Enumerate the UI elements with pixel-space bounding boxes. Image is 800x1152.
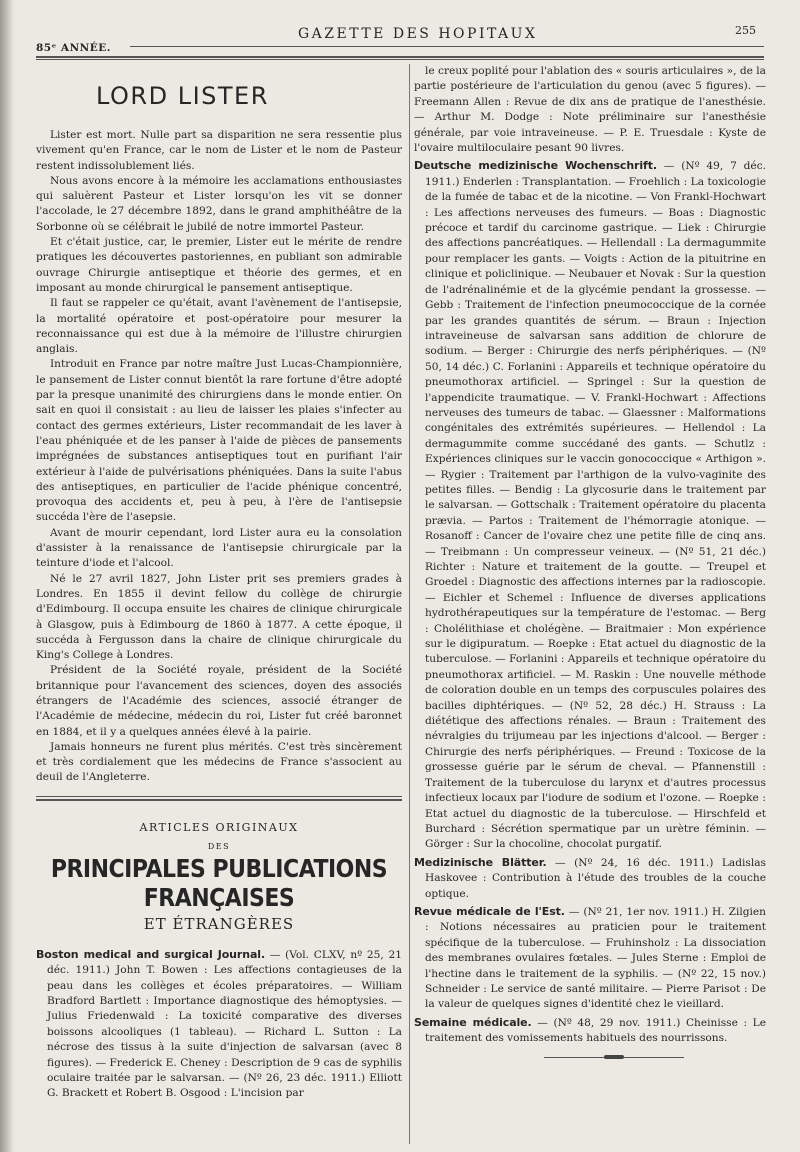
journal-masthead: GAZETTE DES HOPITAUX — [298, 26, 538, 42]
section-separator — [36, 796, 402, 801]
section-des: DES — [207, 841, 231, 851]
entry-text: — (Nº 49, 7 déc. 1911.) Enderlen : Transplantation. — Froehlich : La toxicologie de la fumée de tabac et de la nicotine. — Von Frankl-Hochwart : Les affections nerveuses des fumeurs. — Boas : Diagnostic précoce et tardif du carcinome gastrique. — Liek : Chirurgie des affections pancréatiques. — Hellendall : La dermagummite pour remplacer les gants. — Voigts : Action de la pituitrine en clinique et policlinique. — Neubauer et Novak : Sur la question de l'adrénalinémie et de la glycémie pendant la grossesse. — Gebb : Traitement de l'infection pneumococcique de la cornée par les grandes quantités de sérum. — Braun : Injection intraveineuse de salvarsan sans addition de chlorure de sodium. — Berger : Chirurgie des nerfs périphériques. — (Nº 50, 14 déc.) C. Forlanini : Appareils et technique opératoire du pneumothorax artificiel. — Springel : Sur la question de l'appendicite traumatique. — V. Frankl-Hochwart : Affections nerveuses des tumeurs de tabac. — Glaessner : Malformations congénitales des extrémités supérieures. — Hellendol : La dermagummite comme succédané des gants. — Schutlz : Expériences cliniques sur le vaccin gonococcique « Arthigon ». — Rygier : Traitement par l'arthigon de la vulvo-vaginite des petites filles. — Bendig : La glycosurie dans le traitement par le salvarsan. — Gottschalk : Traitement opératoire du placenta prævia. — Partos : Traitement de l'hémorragie atonique. — Rosanoff : Cancer de l'ovaire chez une petite fille de cinq ans. — Treibmann : Un compresseur veineux. — (Nº 51, 21 déc.) Richter : Nature et traitement de la goutte. — Treupel et Groedel : Diagnostic des affections internes par la radioscopie. — Eichler et Schemel : Influence de diverses applications hydrothérapeutiques sur la température de l'estomac. — Berg : Cholélithiase et cholégène. — Braitmaier : Mon expérience sur le digipuratum. — Roepke : Etat actuel du diagnostic de la tuberculose. — Forlanini : Appareils et technique opératoire du pneumothorax artificiel. — M. Raskin : Une nouvelle méthode de coloration double en un temps des corpuscules polaires des bacilles diphtériques. — (Nº 52, 28 déc.) H. Strauss : La diététique des affections rénales. — Braun : Traitement des névralgies du trijumeau par les injections d'alcool. — Berger : Chirurgie des nerfs périphériques. — Freund : Toxicose de la grossesse guérie par le sérum de cheval. — Pfannenstill : Traitement de la tuberculose du larynx et d'autres processus infectieux locaux par l'iodure de sodium et l'ozone. — Roepke : Etat actuel du diagnostic de la tuberculose. — Hirschfeld et Burchard : Sécrétion spermatique par un urètre féminin. — Görger : Sur la chocoline, chocolat purgatif. — [425, 160, 766, 851]
article-paragraph: Président de la Société royale, président de la Société britannique pour l'avancement des sciences, doyen des associés étrangers de l'Académie des sciences, associé étranger de l'Académie de médecine, médecin du roi, Lister fut créé baronnet en 1884, et il y a quelques années élevé à la pairie. — [36, 664, 402, 738]
entry-text: — (Nº 48, 29 nov. 1911.) Cheinisse : Le traitement des vomissements habituels des nourrissons. — [425, 1016, 766, 1045]
section-heading: PRINCIPALES PUBLICATIONS FRANÇAISES — [50, 855, 388, 913]
journal-name: Semaine médicale. — [414, 1015, 532, 1029]
bibliography-continuation: le creux poplité pour l'ablation des « souris articulaires », de la partie postérieure de l'articulation du genou (avec 5 figures). — Freemann Allen : Revue de dix ans de pratique de l'anesthésie. — Arthur M. Dodge : Note préliminaire sur l'anesthésie générale, par voie intraveineuse. — P. E. Truesdale : Kyste de l'ovaire multiloculaire pesant 90 livres. — [414, 65, 766, 155]
page-number: 255 — [735, 24, 756, 37]
journal-name: Boston medical and surgical Journal. — [36, 947, 266, 961]
section-subheading: ET ÉTRANGÈRES — [143, 914, 295, 933]
bibliography-entry — [36, 947, 402, 1102]
top-double-rule — [36, 56, 764, 58]
article-paragraph: Et c'était justice, car, le premier, Lister eut le mérite de rendre pratiques les découvertes pastoriennes, en publiant son admirable ouvrage Chirurgie antiseptique et théorie des germes, et en imposant au monde chirurgical le pansement antiseptique. — [36, 236, 402, 294]
column-divider — [409, 64, 410, 1144]
article-paragraph: Né le 27 avril 1827, John Lister prit ses premiers grades à Londres. En 1855 il devint fellow du collège de chirurgie d'Edimbourg. Il occupa ensuite les chaires de clinique chirurgicale à Glasgow, puis à Edimbourg de 1860 à 1877. A cette époque, il succéda à Fergusson dans la chaire de clinique chirurgicale du King's College à Londres. — [36, 572, 402, 662]
end-ornament — [544, 1055, 684, 1059]
article-paragraph: Introduit en France par notre maître Just Lucas-Championnière, le pansement de Lister connut bientôt la rare fortune d'être adopté par la presque unanimité des chirurgiens dans le monde entier. On sait en quoi il consistait : au lieu de laisser les plaies s'infecter au contact des germes extérieurs, Lister recommandait de les laver à l'eau phéniquée et de les panser à l'aide de pièces de pansements imprégnées de substances antiseptiques tout en purifiant l'air extérieur à l'aide de pulvérisations phéniquées. Dans la suite l'abus des antiseptiques, en particulier de l'acide phénique concentré, provoqua des accidents et, peu à peu, à l'ère de l'antisepsie succéda l'ère de l'asepsie. — [36, 358, 402, 524]
journal-name: Deutsche medizinische Wochenschrift. — [414, 159, 657, 173]
right-column — [414, 64, 766, 1059]
bibliography-entry — [414, 855, 766, 902]
bibliography-entry — [414, 1015, 766, 1047]
article-paragraph: Il faut se rappeler ce qu'était, avant l'avènement de l'antisepsie, la mortalité opératoire et post-opératoire pour mesurer la reconnaissance qui est due à la mémoire de l'illustre chirurgien anglais. — [36, 297, 402, 356]
section-label: ARTICLES ORIGINAUX — [139, 820, 299, 834]
article-paragraph: Nous avons encore à la mémoire les acclamations enthousiastes qui saluèrent Pasteur et Lister lorsqu'on les vit se donner l'accolade, le 27 décembre 1892, dans le grand amphithéâtre de la Sorbonne où se célébrait le jubilé de notre immortel Pasteur. — [36, 174, 402, 233]
entry-text: — (Vol. CLXV, nº 25, 21 déc. 1911.) John T. Bowen : Les affections contagieuses de la peau dans les collèges et écoles préparatoires. — William Bradford Bartlett : Importance diagnostique des hémoptysies. — Julius Friedenwald : La toxicité comparative des diverses boissons alcooliques (1 tableau). — Richard L. Sutton : La nécrose des tissus à la suite d'injection de salvarsan (avec 8 figures). — Frederick E. Cheney : Description de 9 cas de syphilis oculaire traitée par le salvarsan. — (Nº 26, 23 déc. 1911.) Elliott G. Brackett et Robert B. Osgood : L'incision par — [47, 948, 402, 1100]
header-rule — [130, 46, 764, 47]
entry-text: — (Nº 21, 1er nov. 1911.) H. Zilgien : Notions nécessaires au praticien pour le traitement spécifique de la tuberculose. — Fruhinsholz : La dissociation des membranes ovulaires fœtales. — Jules Sterne : Emploi de l'hectine dans le traitement de la syphilis. — (Nº 22, 15 nov.) Schneider : Le service de santé militaire. — Pierre Parisot : De la valeur de quelques signes d'identité chez le vieillard. — [425, 905, 766, 1011]
journal-name: Medizinische Blätter. — [414, 855, 547, 869]
top-double-rule-thin — [36, 59, 764, 60]
article-title: LORD LISTER — [96, 82, 269, 110]
bibliography-entry — [414, 904, 766, 1013]
page-binding-shadow — [0, 0, 14, 1152]
bibliography-entry — [414, 158, 766, 852]
article-paragraph: Lister est mort. Nulle part sa disparition ne sera ressentie plus vivement qu'en France, car le nom de Lister et le nom de Pasteur restent indissolublement liés. — [36, 129, 402, 172]
journal-name: Revue médicale de l'Est. — [414, 904, 565, 918]
lister-article-body — [36, 128, 402, 786]
entry-text: — (Nº 24, 16 déc. 1911.) Ladislas Haskovee : Contribution à l'étude des troubles de la couche optique. — [425, 856, 766, 900]
left-column — [36, 70, 402, 1104]
article-paragraph: Avant de mourir cependant, lord Lister aura eu la consolation d'assister à la renaissance de l'antisepsie chirurgicale par la teinture d'iode et l'alcool. — [36, 526, 402, 570]
year-label: 85ᵉ ANNÉE. — [36, 42, 111, 54]
article-paragraph: Jamais honneurs ne furent plus mérités. C'est très sincèrement et très cordialement que les médecins de France s'associent au deuil de l'Angleterre. — [36, 740, 402, 784]
